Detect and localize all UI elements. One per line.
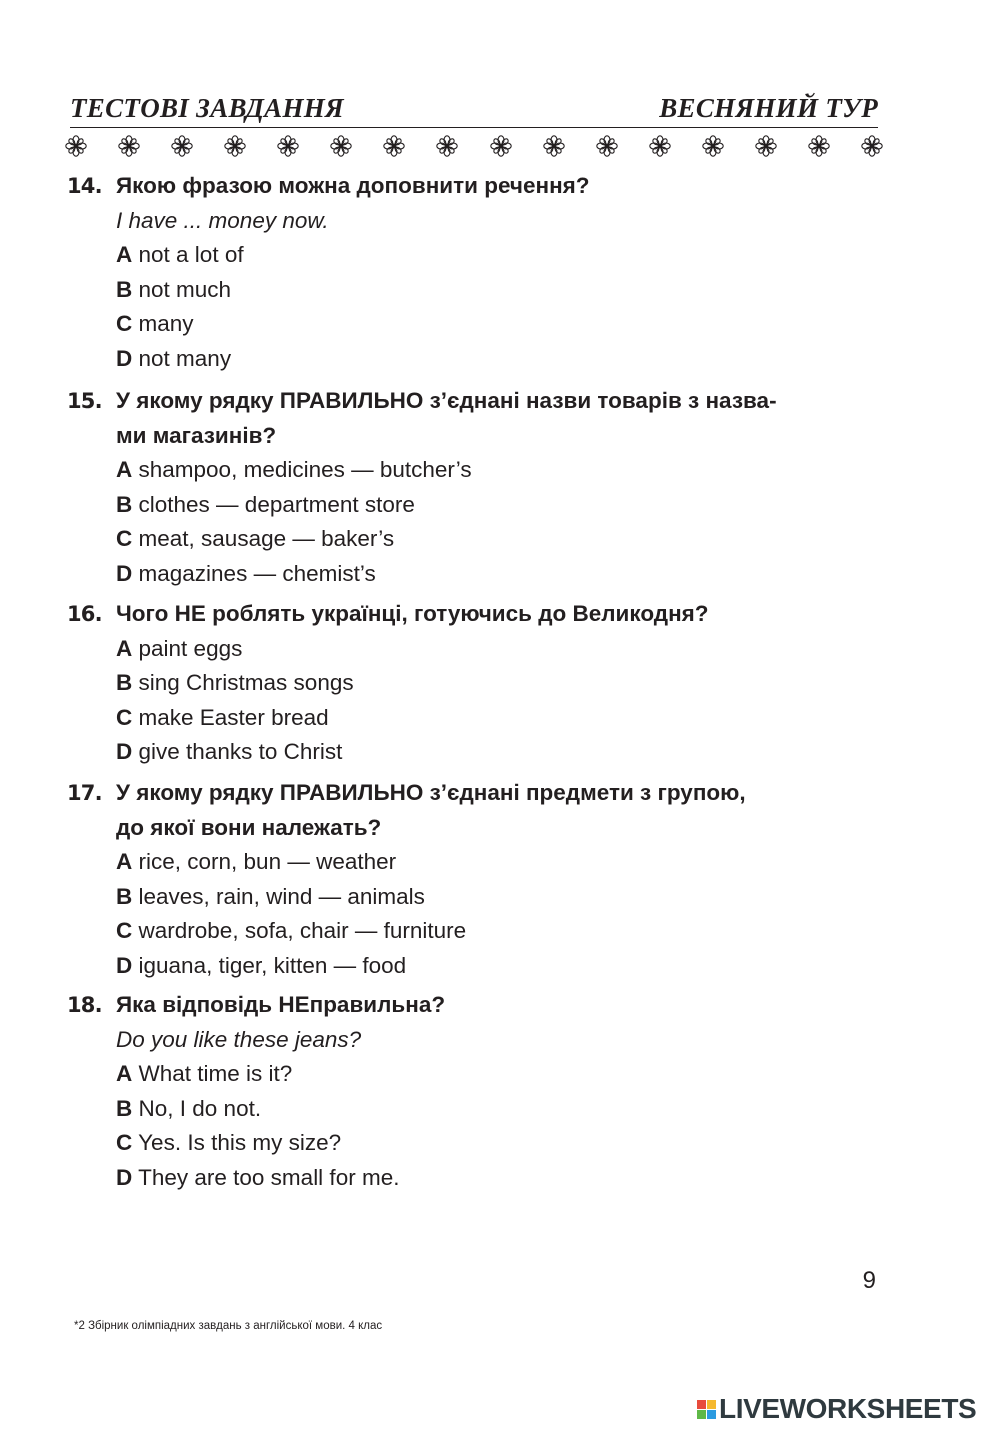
ornament-row [64, 134, 884, 158]
question-text [67, 776, 887, 811]
flower-icon [807, 134, 831, 158]
option-text: not much [138, 276, 232, 302]
option-letter: A [116, 849, 133, 874]
option-letter: B [116, 491, 133, 517]
option-letter: C [116, 704, 133, 730]
option-text: meat, sausage — baker’s [138, 526, 395, 551]
option-text: clothes — department store [138, 491, 415, 517]
running-header [70, 93, 878, 127]
option-text: Yes. Is this my size? [138, 1130, 342, 1155]
question-prompt: Do you like these jeans? [116, 1026, 362, 1052]
option-letter: D [116, 1164, 133, 1190]
flower-icon [435, 134, 459, 158]
question-text [67, 811, 887, 846]
answer-option[interactable] [67, 488, 887, 523]
option-text: They are too small for me. [138, 1164, 400, 1190]
option-text: leaves, rain, wind — animals [138, 883, 425, 909]
option-letter: C [116, 311, 133, 336]
flower-icon [754, 134, 778, 158]
option-text: What time is it? [138, 1061, 293, 1086]
question-15 [67, 384, 887, 591]
answer-option[interactable] [67, 1161, 887, 1196]
answer-option[interactable] [67, 342, 887, 377]
option-letter: D [116, 739, 133, 764]
option-text: not many [138, 345, 232, 371]
answer-option[interactable] [67, 453, 887, 488]
option-text: give thanks to Christ [138, 739, 343, 764]
question-text-line: Якою фразою можна доповнити речення? [116, 173, 590, 198]
answer-option[interactable] [67, 557, 887, 592]
question-text-line: У якому рядку ПРАВИЛЬНО з’єднані предмети з групою, [116, 780, 746, 805]
flower-icon [170, 134, 194, 158]
option-text: many [138, 311, 194, 336]
question-18 [67, 988, 887, 1195]
option-letter: D [116, 560, 133, 586]
question-number: 15. [67, 389, 102, 413]
option-letter: B [116, 276, 133, 302]
question-17 [67, 776, 887, 983]
flower-icon [595, 134, 619, 158]
option-letter: B [116, 883, 133, 909]
logo-blocks-icon [697, 1400, 716, 1419]
logo-wordmark: LIVEWORKSHEETS [719, 1393, 977, 1424]
option-text: iguana, tiger, kitten — food [138, 952, 407, 978]
answer-option[interactable] [67, 949, 887, 984]
logo-block [697, 1400, 706, 1409]
question-number: 17. [67, 781, 102, 805]
question-number: 14. [67, 174, 102, 198]
option-text: not a lot of [138, 242, 244, 267]
option-text: wardrobe, sofa, chair — furniture [138, 918, 467, 943]
flower-icon [117, 134, 141, 158]
option-text: rice, corn, bun — weather [138, 849, 397, 874]
logo-block [707, 1410, 716, 1419]
question-text-line: ми магазинів? [116, 422, 277, 448]
flower-icon [382, 134, 406, 158]
flower-icon [542, 134, 566, 158]
question-prompt: I have ... money now. [116, 207, 329, 233]
answer-option[interactable] [67, 735, 887, 770]
answer-option[interactable] [67, 1126, 887, 1161]
flower-icon [648, 134, 672, 158]
header-rule [70, 127, 878, 128]
answer-option[interactable] [67, 914, 887, 949]
question-number: 18. [67, 993, 102, 1017]
question-number: 16. [67, 602, 102, 626]
flower-icon [489, 134, 513, 158]
option-letter: B [116, 1095, 133, 1121]
question-text [67, 384, 887, 419]
flower-icon [329, 134, 353, 158]
question-16 [67, 597, 887, 770]
question-text-line: Чого НЕ роблять українці, готуючись до Великодня? [116, 601, 709, 626]
flower-icon [64, 134, 88, 158]
question-text [67, 419, 887, 454]
answer-option[interactable] [67, 701, 887, 736]
answer-option[interactable] [67, 666, 887, 701]
option-letter: C [116, 1130, 133, 1155]
option-text: shampoo, medicines — butcher’s [138, 457, 472, 482]
question-text [67, 988, 887, 1023]
option-letter: C [116, 918, 133, 943]
question-text [67, 169, 887, 204]
option-letter: A [116, 635, 133, 661]
question-text-line: У якому рядку ПРАВИЛЬНО з’єднані назви товарів з назва- [116, 388, 777, 413]
answer-option[interactable] [67, 307, 887, 342]
answer-option[interactable] [67, 632, 887, 667]
option-text: No, I do not. [138, 1095, 262, 1121]
logo-block [707, 1400, 716, 1409]
option-letter: A [116, 242, 133, 267]
question-text [67, 597, 887, 632]
question-text-line: Яка відповідь НЕправильна? [116, 992, 446, 1017]
logo-block [697, 1410, 706, 1419]
page-number: 9 [862, 1267, 876, 1294]
answer-option[interactable] [67, 845, 887, 880]
option-text: paint eggs [138, 635, 243, 661]
option-text: make Easter bread [138, 704, 329, 730]
answer-option[interactable] [67, 880, 887, 915]
option-letter: D [116, 345, 133, 371]
option-letter: A [116, 457, 133, 482]
answer-option[interactable] [67, 1092, 887, 1127]
answer-option[interactable] [67, 1057, 887, 1092]
option-letter: A [116, 1061, 133, 1086]
answer-option[interactable] [67, 238, 887, 273]
flower-icon [860, 134, 884, 158]
flower-icon [701, 134, 725, 158]
option-letter: C [116, 526, 133, 551]
flower-icon [223, 134, 247, 158]
option-letter: B [116, 670, 133, 695]
question-text-line: до якої вони належать? [116, 814, 382, 840]
answer-option[interactable] [67, 522, 887, 557]
option-text: sing Christmas songs [138, 670, 354, 695]
flower-icon [276, 134, 300, 158]
header-left-title: ТЕСТОВІ ЗАВДАННЯ [70, 93, 344, 123]
option-letter: D [116, 952, 133, 978]
header-right-title: ВЕСНЯНИЙ ТУР [659, 93, 878, 123]
answer-option[interactable] [67, 273, 887, 308]
footnote: *2 Збірник олімпіадних завдань з англійської мови. 4 клас [74, 1320, 383, 1332]
liveworksheets-logo [697, 1394, 976, 1424]
question-14 [67, 169, 887, 376]
option-text: magazines — chemist’s [138, 560, 376, 586]
